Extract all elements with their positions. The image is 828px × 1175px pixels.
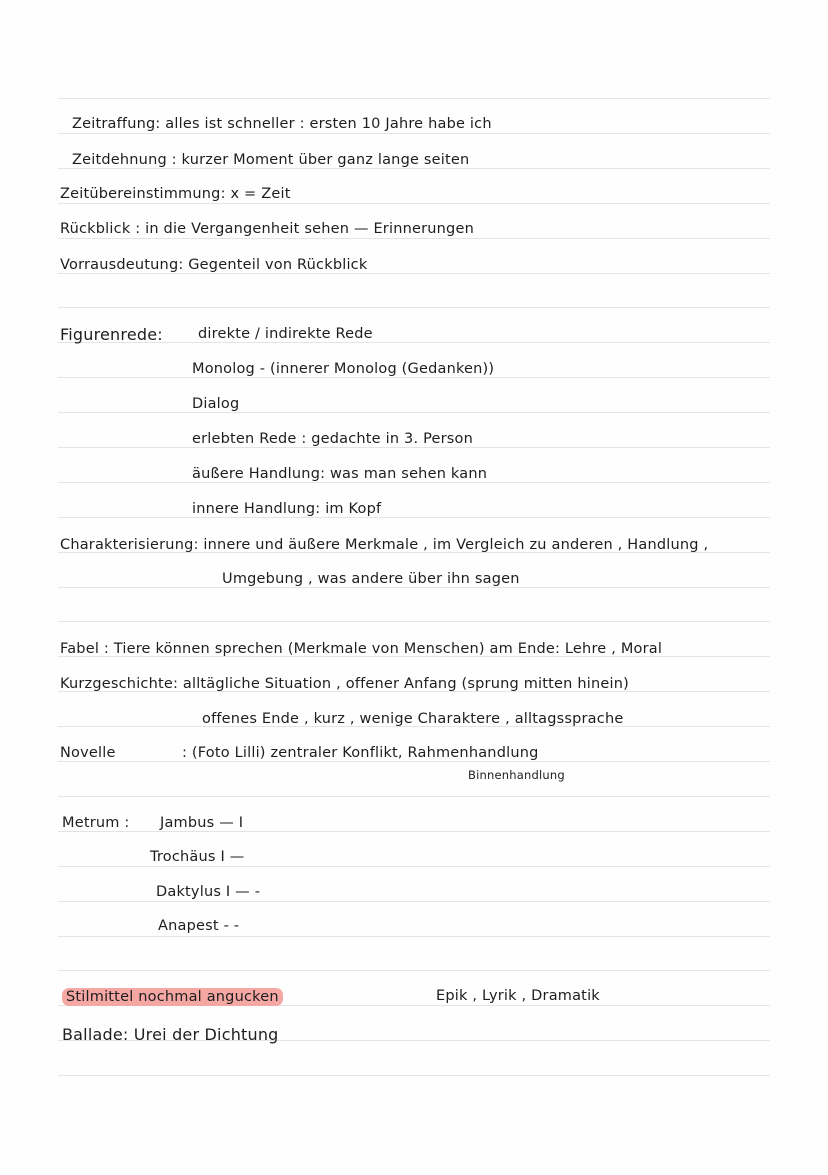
ruled-line <box>58 936 770 937</box>
ruled-line <box>58 587 770 588</box>
ruled-line <box>58 168 770 169</box>
note-metrum-anapest: Anapest - - <box>158 918 240 934</box>
ruled-line <box>58 970 770 971</box>
note-zeituebereinstimmung: Zeitübereinstimmung: x = Zeit <box>60 186 291 202</box>
note-charakterisierung-1: Charakterisierung: innere und äußere Merkmale , im Vergleich zu anderen , Handlung , <box>60 537 709 553</box>
ruled-line <box>58 1075 770 1076</box>
ruled-line <box>58 307 770 308</box>
ruled-line <box>58 203 770 204</box>
note-figurenrede-label: Figurenrede: <box>60 325 163 344</box>
ruled-line <box>58 377 770 378</box>
note-metrum-jambus: Jambus — I <box>160 815 244 831</box>
ruled-line <box>58 133 770 134</box>
note-kurzgeschichte-1: Kurzgeschichte: alltägliche Situation , offener Anfang (sprung mitten hinein) <box>60 676 629 692</box>
note-figurenrede-2: Monolog - (innerer Monolog (Gedanken)) <box>192 361 495 377</box>
ruled-line <box>58 621 770 622</box>
note-fabel: Fabel : Tiere können sprechen (Merkmale von Menschen) am Ende: Lehre , Moral <box>60 641 663 657</box>
note-novelle-2: Binnenhandlung <box>468 768 565 782</box>
note-figurenrede-5: äußere Handlung: was man sehen kann <box>192 466 488 482</box>
note-metrum-trochaeus: Trochäus I — <box>150 849 245 865</box>
note-rueckblick: Rückblick : in die Vergangenheit sehen — Erinnerungen <box>60 221 474 237</box>
highlight-mark: Stilmittel nochmal angucken <box>62 988 283 1006</box>
ruled-line <box>58 796 770 797</box>
note-figurenrede-4: erlebten Rede : gedachte in 3. Person <box>192 431 474 447</box>
note-zeitdehnung: Zeitdehnung : kurzer Moment über ganz lange seiten <box>72 152 470 168</box>
ruled-line <box>58 342 770 343</box>
ruled-line <box>58 901 770 902</box>
ruled-line <box>58 238 770 239</box>
ruled-line <box>58 866 770 867</box>
note-ballade: Ballade: Urei der Dichtung <box>62 1025 279 1044</box>
note-gattungen: Epik , Lyrik , Dramatik <box>436 988 600 1004</box>
note-stilmittel <box>62 989 283 1005</box>
ruled-line <box>58 273 770 274</box>
note-kurzgeschichte-2: offenes Ende , kurz , wenige Charaktere , alltagssprache <box>202 711 624 727</box>
note-zeitraffung: Zeitraffung: alles ist schneller : ersten 10 Jahre habe ich <box>72 116 492 132</box>
ruled-line <box>58 517 770 518</box>
ruled-line <box>58 447 770 448</box>
ruled-line <box>58 412 770 413</box>
ruled-line <box>58 761 770 762</box>
ruled-line <box>58 831 770 832</box>
note-novelle-1: : (Foto Lilli) zentraler Konflikt, Rahmenhandlung <box>182 745 539 761</box>
ruled-line <box>58 98 770 99</box>
note-vorrausdeutung: Vorrausdeutung: Gegenteil von Rückblick <box>60 257 368 273</box>
note-charakterisierung-2: Umgebung , was andere über ihn sagen <box>222 571 520 587</box>
note-novelle-label: Novelle <box>60 745 116 761</box>
ruled-line <box>58 482 770 483</box>
note-figurenrede-6: innere Handlung: im Kopf <box>192 501 382 517</box>
note-figurenrede-3: Dialog <box>192 396 240 412</box>
note-metrum-daktylus: Daktylus I — - <box>156 884 261 900</box>
note-figurenrede-1: direkte / indirekte Rede <box>198 326 373 342</box>
note-metrum-label: Metrum : <box>62 815 130 831</box>
